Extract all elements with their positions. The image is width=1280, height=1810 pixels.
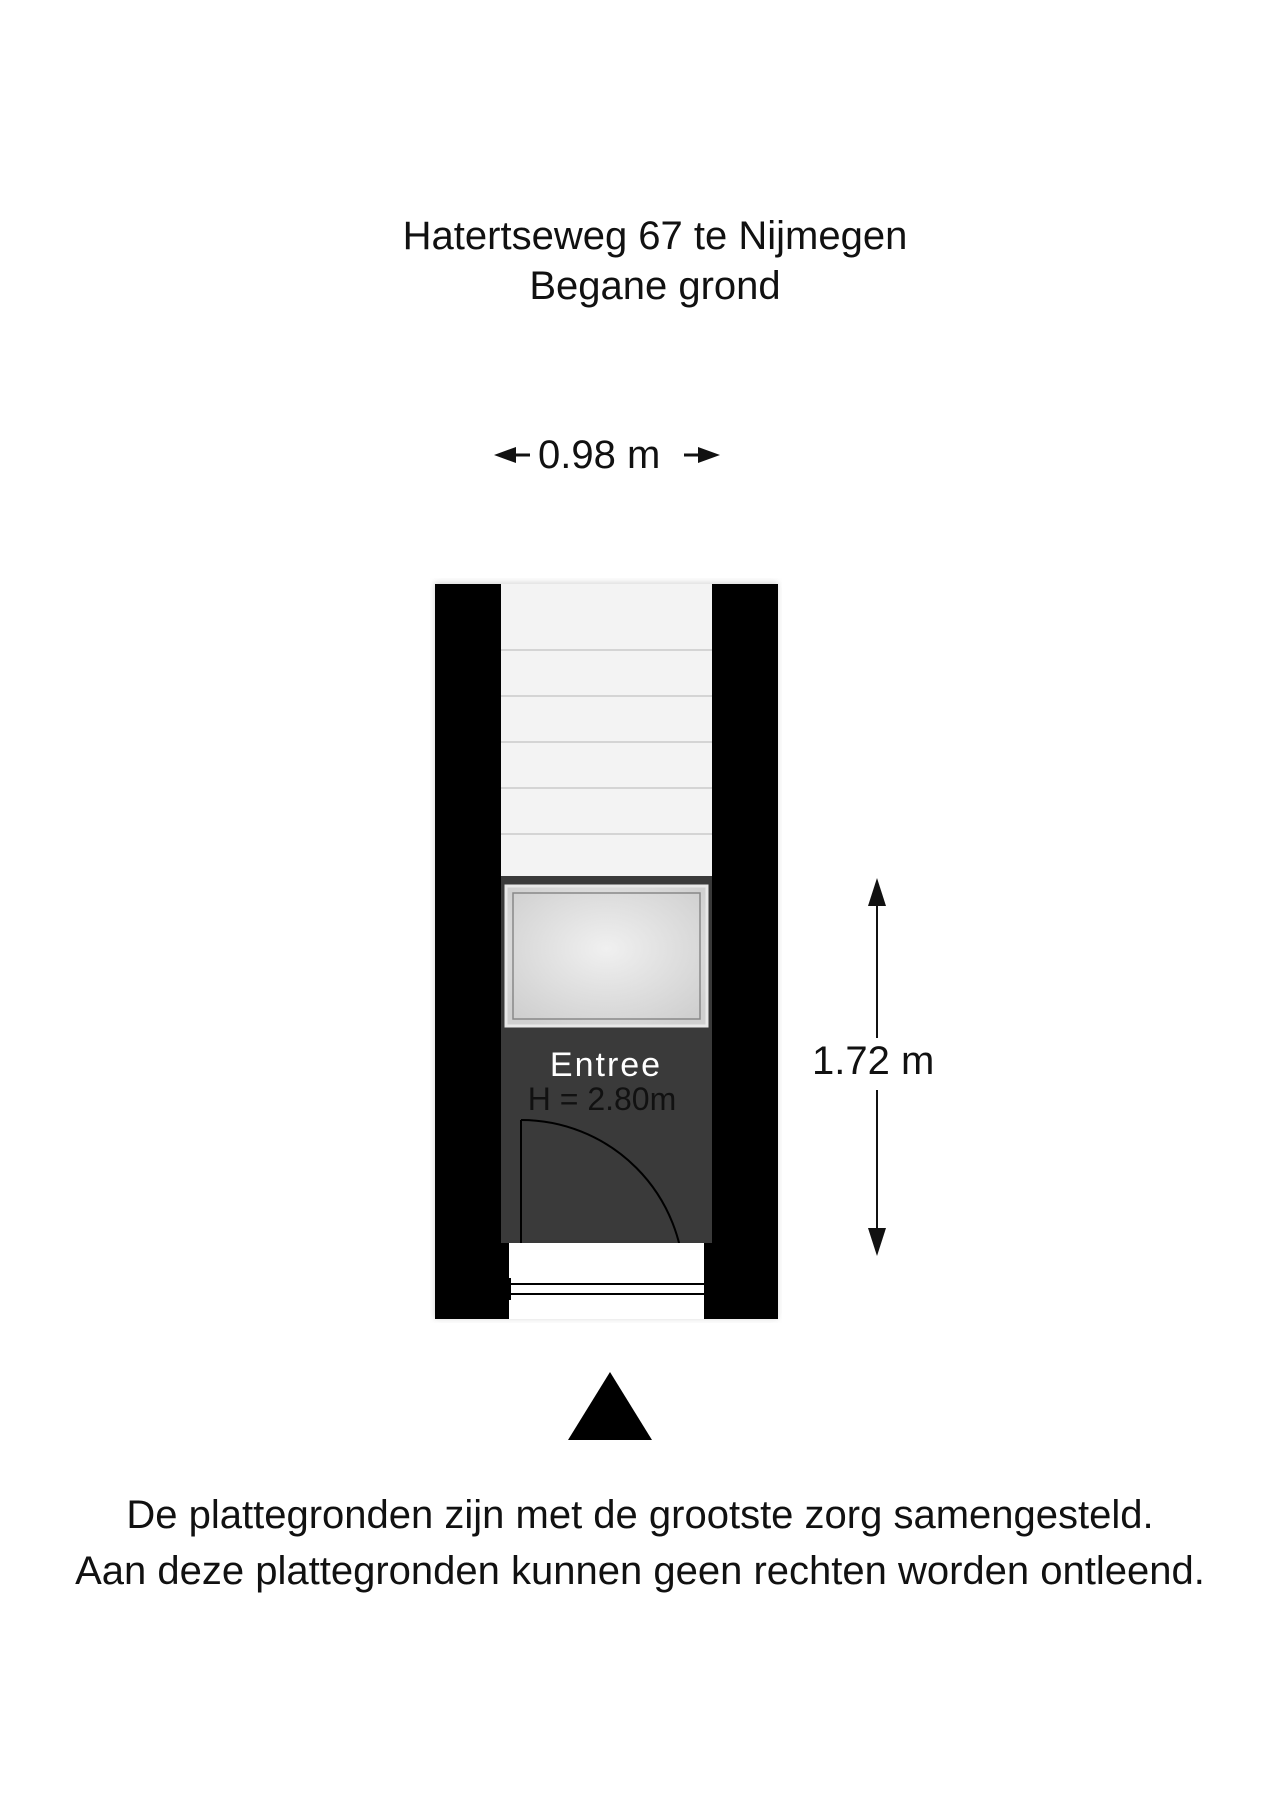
arrow-left-icon — [494, 446, 534, 464]
disclaimer-line-2: Aan deze plattegronden kunnen geen rechten worden ontleend. — [75, 1549, 1205, 1593]
floor-mat — [506, 886, 707, 1026]
staircase — [501, 584, 712, 876]
wall-left — [435, 584, 501, 1319]
width-dimension-label: 0.98 m — [538, 433, 661, 477]
floor-plan — [430, 578, 782, 1323]
door-threshold — [501, 1243, 712, 1319]
height-dimension-label: 1.72 m — [812, 1039, 935, 1083]
width-dimension — [494, 430, 714, 480]
plan-address: Hatertseweg 67 te Nijmegen — [402, 214, 908, 258]
arrow-right-icon — [684, 446, 724, 464]
disclaimer-line-1: De plattegronden zijn met de grootste zorg samengesteld. — [126, 1493, 1154, 1537]
wall-right — [712, 584, 778, 1319]
arrow-down-icon — [868, 1228, 886, 1256]
plan-floor-name: Begane grond — [529, 264, 781, 308]
room-height-label: H = 2.80m — [527, 1081, 677, 1117]
entrance-triangle-icon — [568, 1372, 652, 1440]
room-name-label: Entree — [549, 1046, 663, 1084]
